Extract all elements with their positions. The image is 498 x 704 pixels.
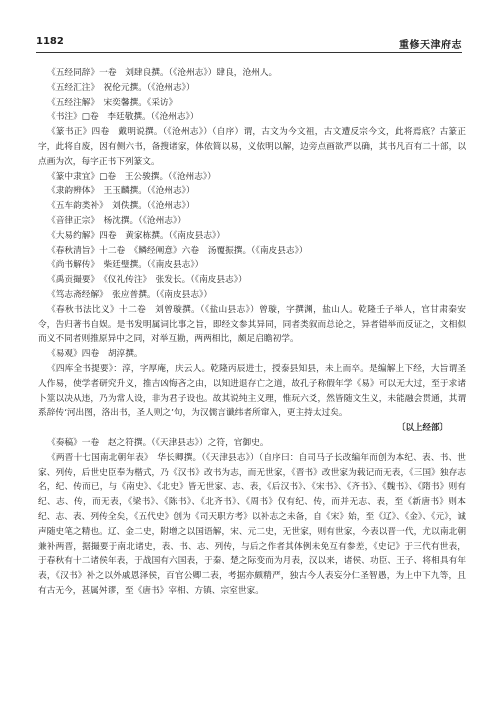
entry: 《春秋清旨》十二卷 《鳞经阐意》六卷 汤覆振撰。（《南皮县志》） <box>47 245 308 256</box>
entry: 《隶韵辨体》 王玉麟撰。（《沧州志》） <box>47 186 195 197</box>
page-number: 1182 <box>36 36 64 47</box>
entry: 《五车韵类补》 刘佚撰。（《沧州志》） <box>47 201 195 212</box>
entry: 《禹贡撮要》 《仪礼传注》 张发长。（《南皮县志》） <box>47 275 247 286</box>
entry: 《易观》四卷 胡淳撰。 <box>47 349 143 360</box>
entry: 《五经注解》 宋奕馨撰。《采访》 <box>47 97 178 108</box>
entry: 《篆书正》四卷 戴明说撰。（《沧州志》）（自序）谓，古文为今文祖，古文遭反宗今文，此将焉底？古篆正字，此将自废，因有侧六书，备搜诸家，体依简以易，义依明以解，边旁点画欲严以确，其书凡百有二十部，以点画为次，每字正书下列篆文。 <box>38 127 466 167</box>
entry: 《大易约解》四卷 黄家栋撰。（《南皮县志》） <box>47 230 226 241</box>
entry: 《笃志斋经解》 张应普撰。（《南皮县志》） <box>47 289 213 300</box>
page-header <box>36 36 462 53</box>
entry: 《五经汇注》 祝伦元撰。（《沧州志》） <box>47 82 195 93</box>
entry: 《奏稿》一卷 赵之符撰。（《天津县志》）之符，官御史。 <box>47 437 269 448</box>
entry: 《尚书解传》 柴廷璧撰。（《南皮县志》） <box>47 260 204 271</box>
entry: 《篆中隶宜》□卷 王公骏撰。（《沧州志》） <box>47 171 216 182</box>
entry: 《四库全书提要》：淳，字厚庵，庆云人。乾隆丙辰进士，授泰县知县，未上而卒。是编解上下经，大旨谓圣人作易，使学者研究升义，推吉凶悔吝之由，以知进退存亡之道，故孔子称假年学《易》可以无大过，至于求诸卜筮以决从违，乃为常人设，非为君子设也。故其说纯主义理，惟玩六爻，然皆随文生义，未能融会贯通，其谓系辞传‘河出图，洛出书，圣人则之’句，为汉儒言谶纬者所窜入，更主持太过矣。 <box>38 363 466 419</box>
book-title: 重修天津府志 <box>399 40 462 51</box>
quoted-block <box>38 362 466 436</box>
body-text <box>38 66 466 599</box>
entry: 《音律正宗》 杨沈撰。（《沧州志》） <box>47 215 186 226</box>
entry: 《五经同辞》一卷 刘肆良撰。（《沧州志》）肆良，沧州人。 <box>47 68 278 78</box>
entry: 《两晋十七国南北朝年表》 华长卿撰。（《天津县志》）（自序曰：自司马子长改编年而创为本纪、表、书、世家、列传，后世史臣奉为楷式，乃《汉书》改书为志，而无世家，《晋书》改世家为载记而无表，《三国》独存志名，纪、传而已，与《南史》、《北史》皆无世家、志、表，《后汉书》、《宋书》、《齐书》、《魏书》、《隋书》则有纪、志、传，而无表，《梁书》、《陈书》、《北齐书》、《周书》仅有纪、传，而并无志、表，至《新唐书》则本纪、志、表、列传全矣，《五代史》创为《司天职方考》以补志之未备，自《宋》始，至《辽》、《金》、《元》，诚声随史笔之精也。辽、金二史，附增之以国语解，宋、元二史，无世家，则有世家，今表以晋一代，尤以南北朝兼补两晋，据撮要于南北诸史，表、书、志、列传，与后之作者其体例未免互有参差，《史记》于三代有世表，于春秋有十二诸侯年表，于战国有六国表，于秦、楚之际变而为月表，汉以来，诸侯、功臣、王子、将相具有年表，《汉书》补之以外戚恩泽侯，百官公卿二表，考据亦颇精严，独古今人表妄分仁圣智愚，为上中下九等，且有古无今，甚属舛谬，至《唐书》宰相、方镇、宗室世家。 <box>38 452 466 596</box>
entry: 《书注》□卷 李廷敬撰。（《沧州志》） <box>47 112 199 123</box>
entry: 《春秋书法比义》十二卷 刘曾璇撰。（《盐山县志》）曾璇，字撰渊，盐山人。乾隆壬子举人，官甘肃秦安令，告归著书自娱。是书发明属词比事之旨，即经文参其异同，同者类叙而总论之，异者错举而反证之，文相似而义不同者则推原异中之同，对举互勘，两两相比，颇足启瞻初学。 <box>38 304 466 345</box>
section-end-label: 〔以上经部〕 <box>396 423 448 434</box>
